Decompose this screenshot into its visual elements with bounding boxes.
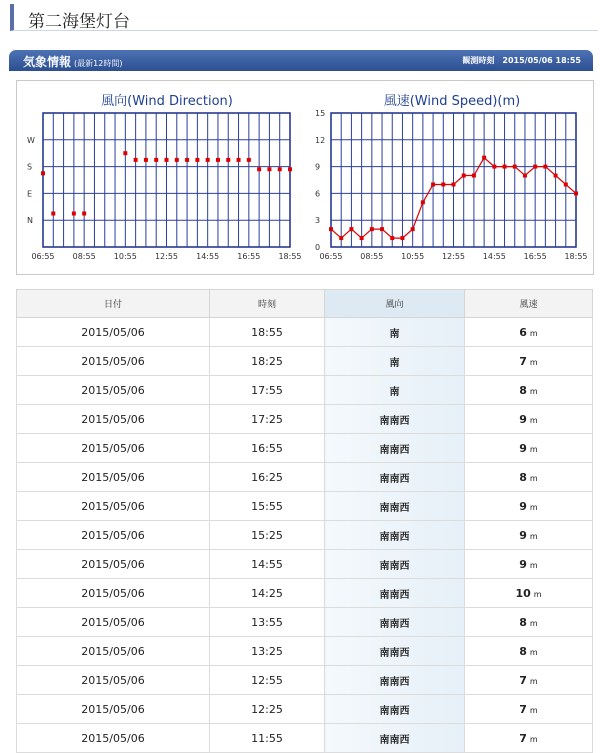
cell-direction-value: 南南西: [379, 676, 410, 688]
cell-date-value: 2015/05/06: [81, 644, 145, 658]
speed-data-point: [411, 227, 415, 231]
page-title: 第二海堡灯台: [28, 12, 130, 32]
direction-data-point: [288, 167, 292, 171]
cell-direction-value: 南南西: [379, 589, 410, 601]
cell-speed: [465, 376, 593, 405]
cell-date-value: 2015/05/06: [81, 615, 145, 629]
speed-xtick-label: 16:55: [523, 252, 547, 261]
cell-direction-value: 南: [389, 328, 400, 340]
table-row: [17, 434, 593, 463]
cell-time: [210, 724, 325, 753]
speed-unit: m: [533, 589, 542, 599]
wind-table: [16, 289, 593, 753]
cell-date: [17, 521, 210, 550]
direction-ytick-label: E: [27, 189, 33, 199]
cell-direction: [325, 637, 465, 666]
table-row: [17, 666, 593, 695]
cell-time: [210, 434, 325, 463]
cell-speed-value: 9: [519, 441, 527, 455]
speed-xtick-label: 12:55: [441, 252, 466, 261]
cell-time-value: 16:55: [251, 441, 283, 455]
speed-unit: m: [529, 560, 538, 570]
cell-speed-value: 9: [519, 557, 527, 571]
direction-xtick-label: 16:55: [237, 252, 261, 261]
speed-unit: m: [529, 618, 538, 628]
speed-unit: m: [529, 415, 538, 425]
cell-direction-value: 南南西: [379, 473, 410, 485]
table-row: [17, 405, 593, 434]
weather-section-header: [9, 50, 593, 71]
cell-time-value: 12:55: [251, 673, 283, 687]
direction-data-point: [278, 167, 282, 171]
speed-data-point: [360, 236, 364, 240]
page-title-bar: [10, 4, 598, 31]
direction-data-point: [216, 158, 220, 162]
observation-time: [454, 55, 581, 66]
cell-speed: [465, 405, 593, 434]
direction-xtick-label: 08:55: [72, 252, 96, 261]
speed-unit: m: [529, 357, 538, 367]
cell-direction: [325, 550, 465, 579]
speed-xtick-label: 08:55: [360, 252, 384, 261]
speed-data-point: [421, 200, 425, 204]
cell-time-value: 12:25: [251, 702, 283, 716]
speed-unit: m: [529, 444, 538, 454]
cell-time-value: 14:25: [251, 586, 283, 600]
speed-data-point: [564, 182, 568, 186]
cell-speed-value: 10: [515, 586, 531, 600]
direction-xtick-label: 12:55: [154, 252, 179, 261]
cell-direction-value: 南南西: [379, 502, 410, 514]
speed-data-point: [370, 227, 374, 231]
cell-direction: [325, 521, 465, 550]
cell-time: [210, 550, 325, 579]
cell-date: [17, 347, 210, 376]
section-title-text: 気象情報: [23, 55, 72, 69]
cell-speed-value: 7: [519, 731, 527, 745]
table-header-row: [17, 290, 593, 318]
speed-ytick-label: 6: [315, 189, 321, 199]
speed-unit: m: [529, 473, 538, 483]
direction-data-point: [51, 212, 55, 216]
speed-data-point: [543, 165, 547, 169]
speed-unit: m: [529, 705, 538, 715]
cell-date: [17, 579, 210, 608]
table-row: [17, 376, 593, 405]
cell-date: [17, 492, 210, 521]
cell-speed-value: 7: [519, 673, 527, 687]
cell-speed-value: 8: [519, 383, 527, 397]
cell-time-value: 17:55: [251, 383, 283, 397]
direction-chart-title: 風向(Wind Direction): [101, 94, 233, 109]
speed-data-point: [390, 236, 394, 240]
cell-direction-value: 南南西: [379, 531, 410, 543]
cell-direction: [325, 608, 465, 637]
table-row: [17, 463, 593, 492]
speed-data-point: [574, 191, 578, 195]
speed-xtick-label: 14:55: [482, 252, 506, 261]
table-row: [17, 318, 593, 347]
direction-ytick-label: S: [27, 162, 33, 172]
cell-date: [17, 695, 210, 724]
cell-time-value: 18:55: [251, 325, 283, 339]
speed-data-point: [380, 227, 384, 231]
table-row: [17, 695, 593, 724]
speed-data-point: [452, 182, 456, 186]
speed-data-point: [472, 174, 476, 178]
section-subtitle: (最新12時間): [74, 59, 123, 68]
speed-ytick-label: 0: [315, 243, 321, 252]
cell-date-value: 2015/05/06: [81, 412, 145, 426]
cell-direction-value: 南南西: [379, 647, 410, 659]
observation-value: 2015/05/06 18:55: [502, 56, 581, 65]
speed-xtick-label: 18:55: [564, 252, 588, 261]
speed-data-point: [513, 165, 517, 169]
cell-date-value: 2015/05/06: [81, 702, 145, 716]
cell-time-value: 13:55: [251, 615, 283, 629]
cell-direction-value: 南南西: [379, 415, 410, 427]
cell-date-value: 2015/05/06: [81, 586, 145, 600]
cell-speed: [465, 521, 593, 550]
cell-speed-value: 8: [519, 644, 527, 658]
speed-data-point: [462, 174, 466, 178]
direction-data-point: [72, 212, 76, 216]
cell-date: [17, 318, 210, 347]
cell-time-value: 13:25: [251, 644, 283, 658]
cell-direction: [325, 724, 465, 753]
cell-speed: [465, 550, 593, 579]
cell-direction-value: 南: [389, 357, 400, 369]
speed-data-point: [431, 182, 435, 186]
direction-data-point: [237, 158, 241, 162]
cell-time-value: 15:55: [251, 499, 283, 513]
direction-data-point: [195, 158, 199, 162]
cell-date-value: 2015/05/06: [81, 499, 145, 513]
cell-speed: [465, 492, 593, 521]
table-row: [17, 521, 593, 550]
direction-data-point: [144, 158, 148, 162]
speed-unit: m: [529, 328, 538, 338]
speed-unit: m: [529, 676, 538, 686]
cell-date: [17, 666, 210, 695]
cell-time: [210, 637, 325, 666]
cell-direction: [325, 695, 465, 724]
cell-time-value: 18:25: [251, 354, 283, 368]
speed-chart-title: 風速(Wind Speed)(m): [383, 94, 521, 109]
cell-direction: [325, 318, 465, 347]
cell-date-value: 2015/05/06: [81, 673, 145, 687]
cell-date-value: 2015/05/06: [81, 470, 145, 484]
cell-direction: [325, 579, 465, 608]
cell-speed: [465, 666, 593, 695]
speed-unit: m: [529, 502, 538, 512]
cell-time-value: 11:55: [251, 731, 283, 745]
cell-direction: [325, 376, 465, 405]
cell-time: [210, 608, 325, 637]
cell-date: [17, 724, 210, 753]
table-row: [17, 724, 593, 753]
cell-time: [210, 463, 325, 492]
speed-ytick-label: 15: [315, 109, 326, 118]
cell-speed: [465, 318, 593, 347]
direction-ytick-label: N: [27, 216, 33, 226]
cell-speed-value: 8: [519, 615, 527, 629]
cell-speed-value: 9: [519, 499, 527, 513]
speed-data-point: [339, 236, 343, 240]
cell-speed-value: 9: [519, 528, 527, 542]
direction-data-point: [134, 158, 138, 162]
cell-time: [210, 492, 325, 521]
speed-ytick-label: 9: [315, 162, 321, 172]
direction-data-point: [123, 151, 127, 155]
cell-date-value: 2015/05/06: [81, 528, 145, 542]
cell-time-value: 14:55: [251, 557, 283, 571]
cell-speed: [465, 695, 593, 724]
cell-speed: [465, 637, 593, 666]
charts-svg: [17, 81, 593, 274]
table-row: [17, 492, 593, 521]
cell-speed-value: 9: [519, 412, 527, 426]
cell-direction-value: 南南西: [379, 444, 410, 456]
cell-speed-value: 7: [519, 354, 527, 368]
cell-speed: [465, 463, 593, 492]
direction-data-point: [175, 158, 179, 162]
cell-speed-value: 8: [519, 470, 527, 484]
observation-label: 観測時刻: [462, 56, 495, 65]
speed-data-point: [523, 174, 527, 178]
section-title: [23, 53, 122, 70]
direction-xtick-label: 14:55: [196, 252, 220, 261]
cell-speed-value: 6: [519, 325, 527, 339]
cell-direction-value: 南南西: [379, 734, 410, 746]
table-row: [17, 637, 593, 666]
cell-date: [17, 550, 210, 579]
speed-data-point: [554, 174, 558, 178]
cell-date: [17, 608, 210, 637]
cell-time: [210, 376, 325, 405]
direction-data-point: [267, 167, 271, 171]
cell-date-value: 2015/05/06: [81, 354, 145, 368]
direction-data-point: [206, 158, 210, 162]
direction-data-point: [257, 167, 261, 171]
cell-date: [17, 434, 210, 463]
speed-ytick-label: 3: [315, 216, 321, 226]
cell-date-value: 2015/05/06: [81, 325, 145, 339]
cell-speed: [465, 434, 593, 463]
cell-date-value: 2015/05/06: [81, 731, 145, 745]
cell-time: [210, 666, 325, 695]
table-row: [17, 608, 593, 637]
cell-direction-value: 南南西: [379, 560, 410, 572]
header-direction: 風向: [325, 290, 465, 318]
speed-unit: m: [529, 647, 538, 657]
cell-date-value: 2015/05/06: [81, 383, 145, 397]
cell-direction: [325, 666, 465, 695]
speed-data-point: [503, 165, 507, 169]
cell-direction: [325, 463, 465, 492]
speed-data-point: [492, 165, 496, 169]
cell-direction: [325, 492, 465, 521]
cell-direction: [325, 405, 465, 434]
direction-data-point: [185, 158, 189, 162]
cell-date: [17, 405, 210, 434]
header-time: 時刻: [210, 290, 325, 318]
direction-ytick-label: W: [27, 135, 35, 145]
cell-date-value: 2015/05/06: [81, 557, 145, 571]
direction-data-point: [247, 158, 251, 162]
direction-data-point: [41, 171, 45, 175]
direction-data-point: [226, 158, 230, 162]
cell-direction: [325, 347, 465, 376]
direction-data-point: [82, 212, 86, 216]
cell-time-value: 15:25: [251, 528, 283, 542]
cell-date-value: 2015/05/06: [81, 441, 145, 455]
cell-time-value: 16:25: [251, 470, 283, 484]
cell-direction-value: 南南西: [379, 618, 410, 630]
cell-direction: [325, 434, 465, 463]
cell-direction-value: 南南西: [379, 705, 410, 717]
speed-unit: m: [529, 734, 538, 744]
table-row: [17, 550, 593, 579]
header-speed: 風速: [465, 290, 593, 318]
cell-time-value: 17:25: [251, 412, 283, 426]
speed-data-point: [533, 165, 537, 169]
speed-xtick-label: 10:55: [401, 252, 425, 261]
cell-time: [210, 405, 325, 434]
speed-unit: m: [529, 531, 538, 541]
speed-data-point: [349, 227, 353, 231]
speed-xtick-label: 06:55: [319, 252, 343, 261]
speed-unit: m: [529, 386, 538, 396]
cell-date: [17, 637, 210, 666]
cell-speed: [465, 579, 593, 608]
table-row: [17, 579, 593, 608]
cell-direction-value: 南: [389, 386, 400, 398]
direction-xtick-label: 18:55: [278, 252, 302, 261]
cell-speed-value: 7: [519, 702, 527, 716]
cell-speed: [465, 347, 593, 376]
speed-data-point: [400, 236, 404, 240]
cell-speed: [465, 724, 593, 753]
cell-time: [210, 521, 325, 550]
speed-ytick-label: 12: [315, 135, 326, 145]
direction-xtick-label: 10:55: [113, 252, 137, 261]
cell-date: [17, 463, 210, 492]
direction-data-point: [165, 158, 169, 162]
charts-panel: [16, 80, 594, 275]
cell-time: [210, 579, 325, 608]
speed-data-point: [441, 182, 445, 186]
direction-xtick-label: 06:55: [31, 252, 55, 261]
speed-data-point: [482, 156, 486, 160]
table-row: [17, 347, 593, 376]
cell-speed: [465, 608, 593, 637]
direction-data-point: [154, 158, 158, 162]
cell-time: [210, 695, 325, 724]
cell-date: [17, 376, 210, 405]
cell-time: [210, 347, 325, 376]
speed-data-point: [329, 227, 333, 231]
header-date: 日付: [17, 290, 210, 318]
cell-time: [210, 318, 325, 347]
